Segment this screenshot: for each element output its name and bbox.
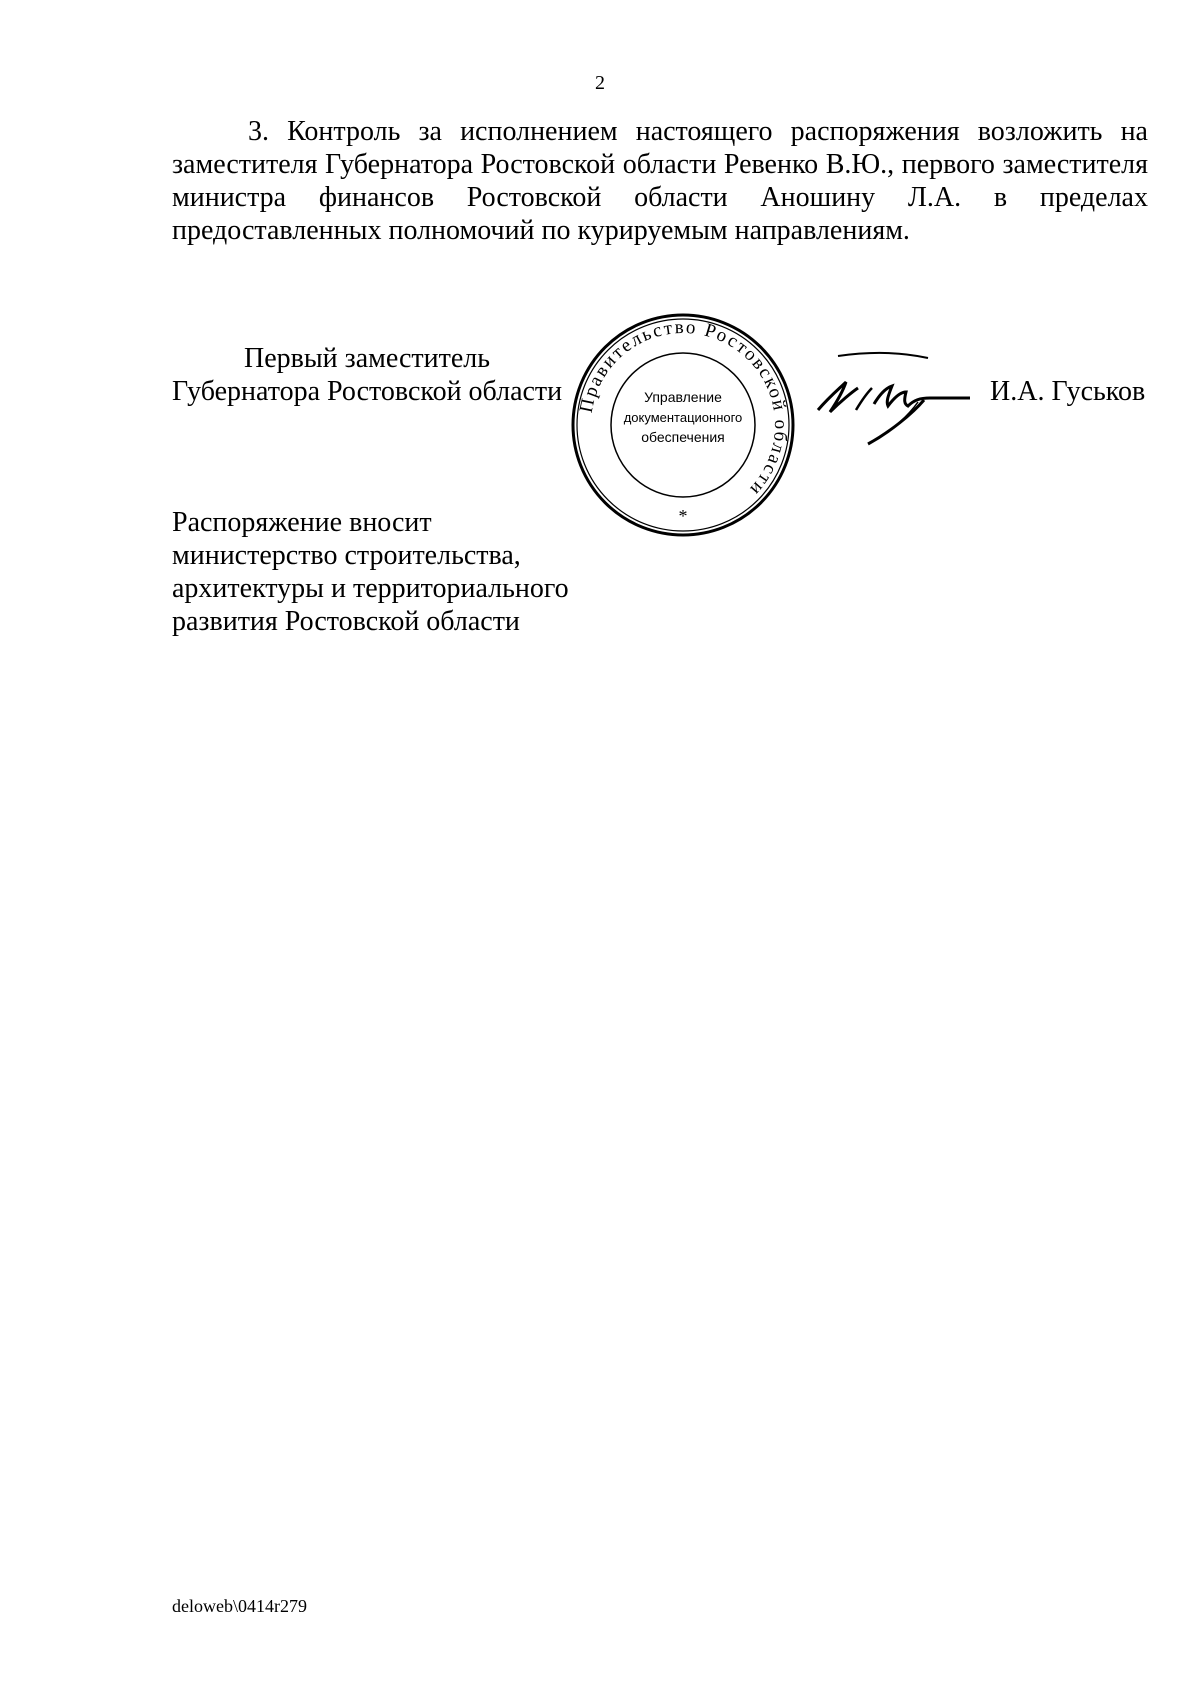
signatory-title-line1: Первый заместитель: [244, 343, 491, 374]
signatory-title-line2: Губернатора Ростовской области: [172, 376, 563, 407]
submitted-by-line2: министерство строительства,: [172, 540, 521, 571]
stamp-inner-line2: документационного: [623, 410, 743, 425]
stamp-inner-line3: обеспечения: [641, 429, 725, 445]
handwritten-signature: [800, 348, 990, 458]
submitted-by-line1: Распоряжение вносит: [172, 507, 432, 538]
stamp-outer-text: Правительство Ростовской области: [575, 316, 792, 501]
submitted-by-block: [172, 506, 652, 638]
submitted-by-line4: развития Ростовской области: [172, 606, 520, 637]
document-code: deloweb\0414r279: [172, 1596, 307, 1616]
page-number: 2: [595, 72, 605, 94]
submitted-by-line3: архитектуры и территориального: [172, 573, 569, 604]
control-paragraph: 3. Контроль за исполнением настоящего распоряжения возложить на заместителя Губернатора Ростовской области Ревенко В.Ю., первого заместителя министра финансов Ростовской области Аношину Л.А. в пределах предоставленных полномочий по курируемым направлениям.: [172, 116, 1148, 246]
signatory-title: [172, 342, 592, 408]
stamp-star: *: [678, 506, 688, 526]
stamp-inner-line1: Управление: [644, 389, 722, 405]
signatory-name: И.А. Гуськов: [990, 376, 1146, 407]
